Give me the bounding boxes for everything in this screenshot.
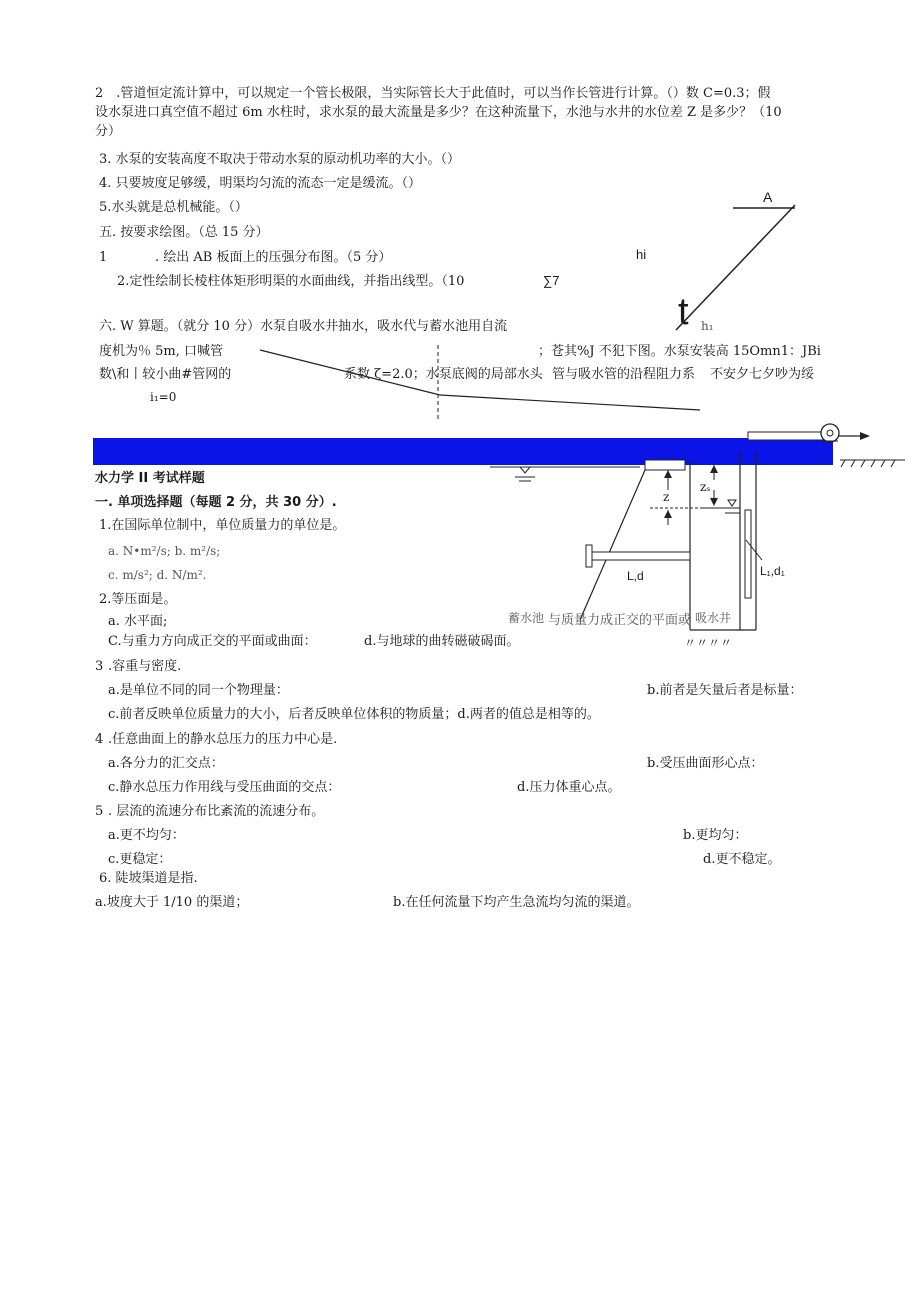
ground-hatch-right (841, 460, 895, 467)
exam-q2: 2.等压面是。 (99, 592, 177, 607)
exam-q3-num: 3 (95, 659, 104, 674)
section-6-line2b: ；苍其%J 不犯下图。水泵安装高 15Omn1：JBi (538, 344, 821, 359)
exam-q3-b: b.前者是矢量后者是标量： (647, 683, 803, 698)
z-arrow-top-head (664, 470, 672, 478)
plate-ab-line (676, 205, 795, 333)
outlet-arrowhead (860, 432, 870, 440)
label-sum7: ∑7 (543, 273, 560, 288)
tf-item-3: 3. 水泵的安装高度不取决于带动水泵的原动机功率的大小。（） (99, 152, 461, 167)
tf-item-4: 4. 只要坡度足够缓，明渠均匀流的流态一定是缓流。（） (99, 176, 422, 191)
exam-q4-d: d.压力体重心点。 (517, 780, 621, 795)
label-l1d1: L₁,d₁ (760, 564, 785, 578)
exam-q4-num: 4 (95, 732, 104, 747)
channel-bed-line (260, 350, 440, 395)
exam-q3-a: a.是单位不同的同一个物理量： (108, 683, 289, 698)
section-5-item1: . 绘出 AB 板面上的压强分布图。（5 分） (155, 250, 392, 265)
exam-q6-b: b.在任何流量下均产生急流均匀流的渠道。 (393, 895, 640, 910)
exam-q4: .任意曲面上的静水总压力的压力中心是. (108, 732, 338, 747)
exam-q4-a: a.各分力的汇交点： (108, 756, 224, 771)
section-5-title: 五. 按要求绘图。（总 15 分） (99, 225, 269, 240)
label-zs: zₛ (700, 480, 711, 494)
label-h1: h₁ (701, 319, 714, 333)
zs-arrow-head-2 (710, 498, 718, 506)
exam-q2-a: a. 水平面; (108, 614, 168, 629)
section-6-line2a: 度机为％ 5m, 口喊管 (99, 344, 223, 359)
q2-line3: 分） (95, 124, 122, 139)
exam-q5-d: d.更不稳定。 (703, 852, 781, 867)
z-arrow-bottom-head (664, 510, 672, 518)
exam-q5: . 层流的流速分布比紊流的流速分布。 (108, 804, 325, 819)
exam-section-heading: 一. 单项选择题（每题 2 分，共 30 分）. (95, 495, 337, 510)
label-plane: 与质量力成正交的平面或 (548, 613, 692, 628)
exam-q5-b: b.更均匀： (683, 828, 748, 843)
outlet-pipe (748, 432, 828, 440)
exam-q5-c: c.更稳定： (108, 852, 172, 867)
section-6-line3a: 数\和丨较小曲#管网的 (99, 367, 232, 382)
section-5-item1-num: 1 (99, 250, 108, 265)
exam-q1-ab: a. N•m²/s; b. m²/s; (108, 544, 221, 558)
section-6-line3mid: 系数 ζ=2.0；水泵底阀的局部水头 (344, 367, 543, 382)
exam-q3: .容重与密度. (108, 659, 182, 674)
label-t: t (678, 291, 689, 333)
section-6-line3b: 管与吸水管的沿程阻力系 (552, 367, 696, 382)
exam-q4-c: c.静水总压力作用线与受压曲面的交点： (108, 780, 341, 795)
zs-arrow-head (710, 465, 718, 473)
q2-line2: 设水泵进口真空值不超过 6m 水柱时，求水泵的最大流量是多少？在这种流量下，水池与水井的水位差 Z 是多少？（10 (95, 105, 782, 120)
label-a: A (763, 189, 773, 205)
exam-q2-d: d.与地球的曲转磁破碣面。 (364, 634, 520, 649)
wall-top (645, 460, 685, 470)
gravity-pipe-flange (586, 545, 592, 567)
pump-icon (821, 424, 839, 442)
section-5-item2: 2.定性绘制长棱柱体矩形明渠的水面曲线，并指出线型。（10 (117, 274, 465, 289)
label-ld: L,d (627, 569, 644, 583)
gravity-pipe (592, 552, 690, 560)
section-6-line3c: 不安夕七夕吵为绥 (710, 367, 815, 382)
q2-line1: 2 .管道恒定流计算中，可以规定一个管长极限，当实际管长大于此值时，可以当作长管进行计算。（）数 C=0.3；假 (95, 86, 771, 101)
label-pool: 蓄水池 (508, 611, 545, 625)
channel-bed-line-2 (440, 395, 700, 410)
exam-q5-a: a.更不均匀： (108, 828, 185, 843)
exam-q1-cd: c. m/s²; d. N/m². (108, 568, 207, 582)
exam-q4-b: b.受压曲面形心点： (647, 756, 764, 771)
exam-q2-c: C.与重力方向成正交的平面或曲面： (108, 634, 317, 649)
tf-item-5: 5.水头就是总机械能。（） (99, 200, 248, 215)
label-quotes: 〃〃〃〃 (684, 636, 733, 650)
exam-q3-cd: c.前者反映单位质量力的大小，后者反映单位体积的物质量；d.两者的值总是相等的。 (108, 707, 600, 722)
label-well: 吸水井 (695, 611, 732, 625)
exam-q1: 1.在国际单位制中，单位质量力的单位是。 (99, 518, 346, 533)
suction-pipe (745, 510, 751, 598)
well-level-icon (728, 500, 736, 506)
exam-title: 水力学 II 考试样题 (95, 471, 205, 486)
label-i1: i₁=0 (150, 390, 177, 404)
label-hi: hi (636, 247, 647, 262)
pool-level-icon (520, 467, 530, 473)
exam-q6: 6. 陡坡渠道是指. (99, 871, 198, 886)
exam-q5-num: 5 (95, 804, 104, 819)
exam-q6-a: a.坡度大于 1/10 的渠道； (95, 895, 249, 910)
label-z: z (663, 490, 670, 504)
section-6-line1: 六. W 算题。（就分 10 分）水泵自吸水井抽水，吸水代与蓄水池用自流 (99, 319, 508, 334)
